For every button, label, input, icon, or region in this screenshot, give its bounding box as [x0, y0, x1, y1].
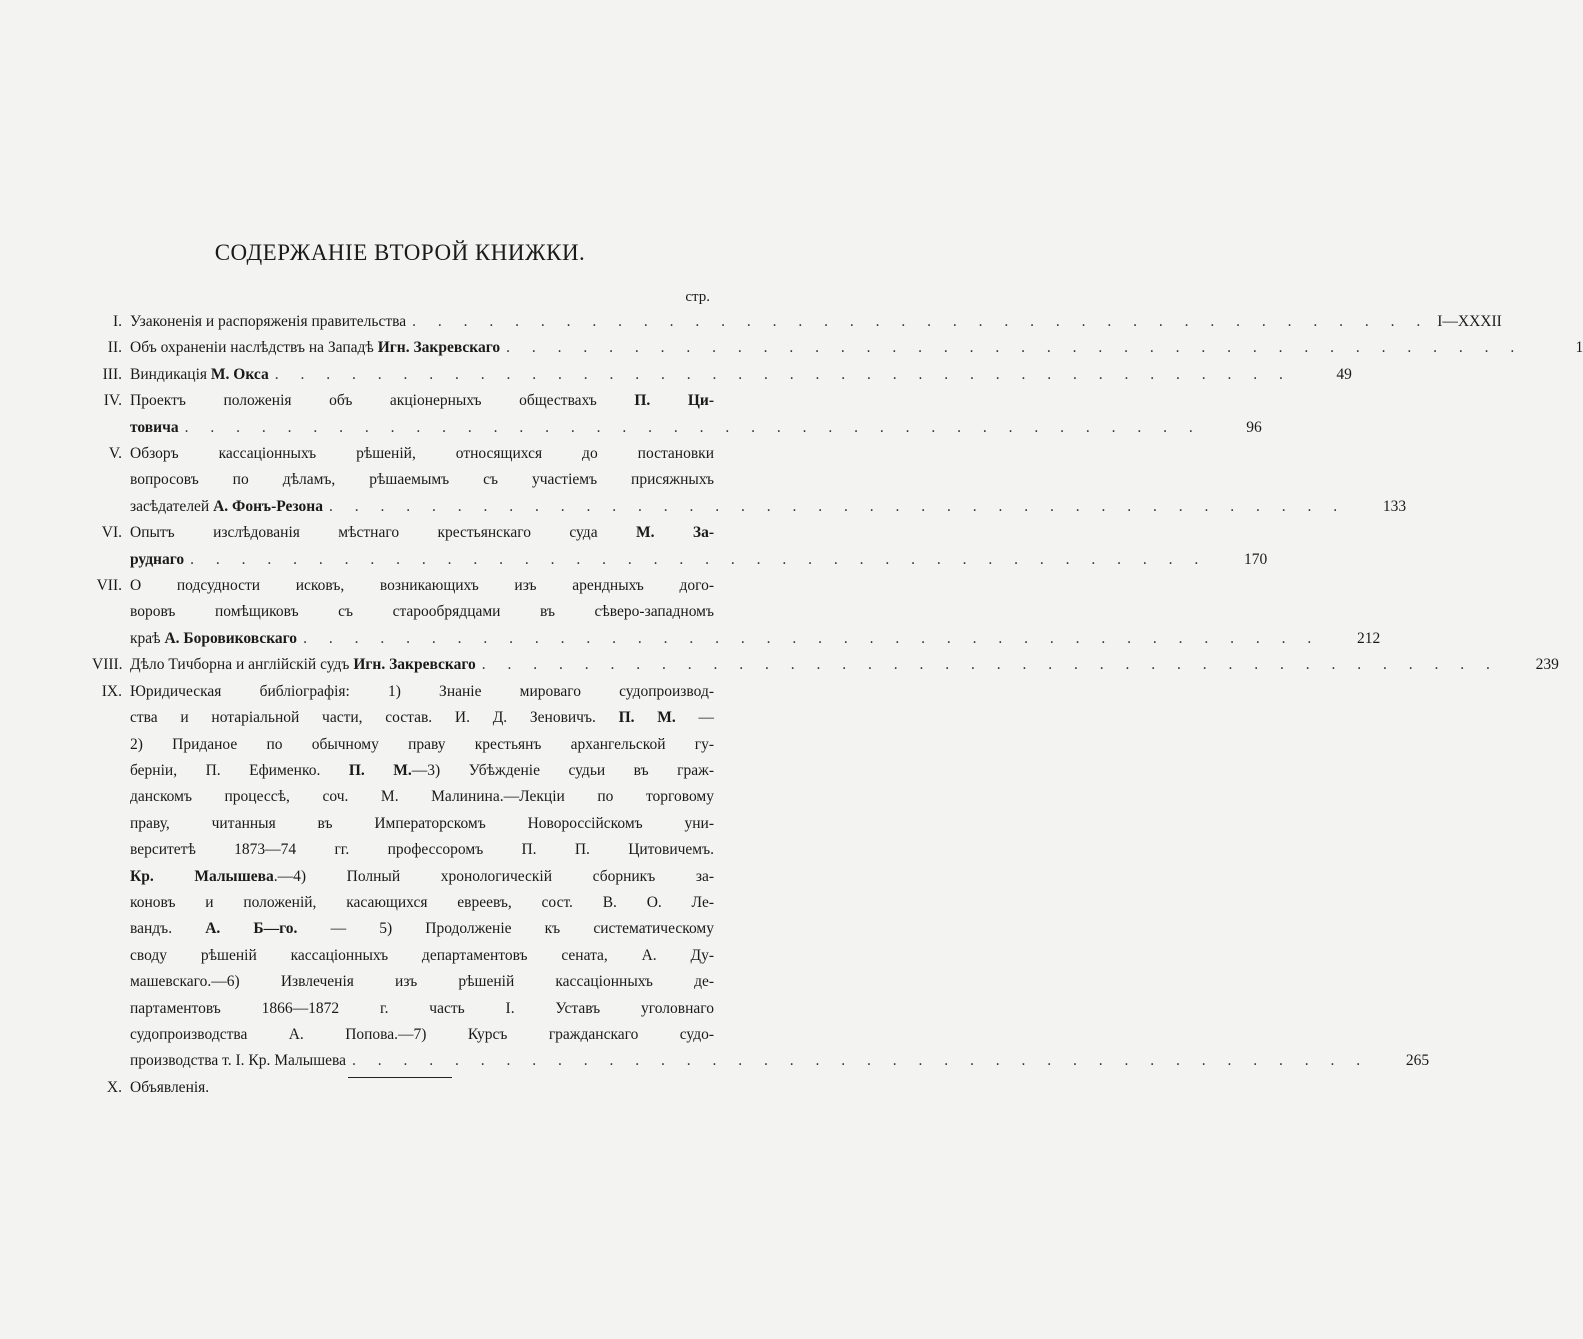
page-number: 239	[1535, 656, 1559, 674]
page-title: СОДЕРЖАНІЕ ВТОРОЙ КНИЖКИ.	[214, 240, 586, 265]
toc-entry	[100, 679, 1430, 1075]
entry-text	[130, 441, 714, 467]
toc-entry	[100, 309, 1502, 335]
entry-line	[130, 732, 714, 758]
dot-leader: . . . . . . . . . . . . . . . . . . . . . . . . . . . . . . . . . . . . . . . .	[274, 365, 1292, 383]
entry-text	[130, 415, 179, 441]
entry-text-part: вандъ.	[130, 920, 206, 938]
entry-number: VII.	[96, 577, 122, 595]
author-name: Кр. Малышева	[130, 867, 274, 885]
entry-text-part: Проектъ положенія объ акціонерныхъ обществахъ	[130, 392, 635, 410]
entry-text-part: Дѣло Тичборна и англійскій судъ	[130, 656, 354, 674]
entry-line	[130, 335, 1583, 361]
page-number: 133	[1382, 497, 1407, 515]
entry-number: V.	[108, 445, 122, 463]
entry-number: VI.	[101, 524, 122, 542]
toc-entry	[92, 652, 1559, 678]
entry-number: IX.	[101, 682, 122, 700]
entry-text	[130, 679, 714, 705]
entry-text-part: краѣ	[130, 629, 165, 647]
dot-leader: . . . . . . . . . . . . . . . . . . . . . . . . . . . . . . . . . . . . . . . .	[184, 418, 1202, 436]
dot-leader: . . . . . . . . . . . . . . . . . . . . . . . . . . . . . . . . . . . . . . . .	[412, 313, 1430, 330]
entry-line	[130, 1075, 714, 1101]
entry-text	[130, 335, 500, 361]
toc-entry	[100, 520, 1268, 573]
page-column-label: стр.	[685, 289, 710, 305]
entry-text-part: берніи, П. Ефименко.	[130, 761, 349, 779]
entry-text-part: .—4) Полный хронологическій сборникъ за-	[273, 867, 714, 885]
entry-line	[130, 679, 714, 705]
author-name: П. М.	[348, 761, 412, 779]
entry-line	[130, 811, 714, 837]
entry-text	[130, 864, 714, 890]
page-number: 1	[1575, 339, 1583, 357]
entry-text-part: производства т. I. Кр. Малышева	[130, 1052, 347, 1070]
entry-text	[130, 996, 714, 1022]
entry-text	[130, 573, 714, 599]
entry-text-part: Опытъ изслѣдованія мѣстнаго крестьянскаго суда	[130, 524, 636, 542]
entry-text	[130, 1075, 209, 1101]
entry-text-part: —	[675, 709, 715, 727]
entry-line	[130, 943, 714, 969]
entry-text-part: Объ охраненіи наслѣдствъ на Западѣ	[130, 339, 378, 357]
page-number: 212	[1356, 629, 1381, 647]
dot-leader: . . . . . . . . . . . . . . . . . . . . . . . . . . . . . . . . . . . . . . . .	[481, 656, 1499, 674]
entry-text-part: верситетѣ 1873—74 гг. профессоромъ П. П. Цитовичемъ.	[130, 841, 714, 859]
entry-text	[130, 784, 714, 810]
author-name: А. Б—го.	[205, 920, 298, 938]
entry-text-part: партаментовъ 1866—1872 г. часть I. Уставъ уголовнаго	[130, 999, 714, 1017]
entry-line	[130, 494, 1407, 520]
entry-text	[130, 705, 714, 731]
entry-line	[130, 1022, 714, 1048]
entry-text	[130, 362, 269, 388]
entry-number: I.	[112, 313, 122, 330]
page-number: 170	[1244, 550, 1268, 568]
entry-line	[130, 1048, 1430, 1074]
dot-leader: . . . . . . . . . . . . . . . . . . . . . . . . . . . . . . . . . . . . . . . .	[506, 339, 1524, 357]
entry-number: II.	[107, 339, 122, 357]
author-name: А. Боровиковскаго	[164, 629, 298, 647]
entry-text-part: Объявленія.	[130, 1078, 210, 1096]
entry-line	[130, 362, 1352, 388]
entry-text	[130, 1022, 714, 1048]
entry-text	[130, 388, 714, 414]
entry-text	[130, 652, 476, 678]
closing-rule	[348, 1077, 452, 1078]
entry-text-part: О подсудности исковъ, возникающихъ изъ арендныхъ дого-	[130, 577, 714, 595]
dot-leader: . . . . . . . . . . . . . . . . . . . . . . . . . . . . . . . . . . . . . . . .	[328, 497, 1347, 515]
author-name: Игн. Закревскаго	[377, 339, 501, 357]
page-number: I—XXXII	[1437, 313, 1502, 330]
entry-line	[130, 758, 714, 784]
entry-text	[130, 969, 714, 995]
author-name: Игн. Закревскаго	[353, 656, 476, 674]
author-name: П. Ци-	[634, 392, 714, 410]
toc-entry	[100, 1075, 714, 1101]
entry-text-part: засѣдателей	[130, 497, 214, 515]
entry-text-part: коновъ и положеній, касающихся евреевъ, сост. В. О. Ле-	[130, 893, 714, 911]
entry-text	[130, 758, 714, 784]
entry-line	[130, 599, 714, 625]
entry-line	[130, 784, 714, 810]
toc-entry	[100, 388, 1262, 441]
entry-text-part: судопроизводства А. Попова.—7) Курсъ гражданскаго судо-	[130, 1025, 714, 1043]
entry-line	[130, 388, 714, 414]
entry-text	[130, 547, 184, 573]
entry-text-part: Виндикація	[130, 365, 211, 383]
entry-text	[130, 916, 714, 942]
dot-leader: . . . . . . . . . . . . . . . . . . . . . . . . . . . . . . . . . . . . . . . .	[352, 1052, 1370, 1070]
toc-entry	[96, 573, 1381, 652]
entry-text-part: своду рѣшеній кассаціонныхъ департаментовъ сената, А. Ду-	[130, 946, 714, 964]
toc-entry	[100, 335, 1583, 361]
entry-text	[130, 890, 714, 916]
entry-text	[130, 811, 714, 837]
entry-text	[130, 1048, 346, 1074]
author-name: товича	[130, 418, 179, 436]
entry-number: IV.	[103, 392, 122, 410]
entry-text-part: данскомъ процессѣ, соч. М. Малинина.—Лекціи по торговому	[130, 788, 714, 806]
author-name: М. Окса	[210, 365, 269, 383]
entry-line	[130, 705, 714, 731]
entry-line	[130, 996, 714, 1022]
entry-text-part: Юридическая библіографія: 1) Знаніе мироваго судопроизвод-	[130, 682, 714, 700]
entry-text-part: — 5) Продолженіе къ систематическому	[297, 920, 714, 938]
entry-text-part: Обзоръ кассаціонныхъ рѣшеній, относящихся до постановки	[130, 445, 714, 463]
entry-line	[130, 916, 714, 942]
toc-entry	[100, 362, 1352, 388]
entry-line	[130, 309, 1502, 335]
entry-text	[130, 732, 714, 758]
entry-text	[130, 943, 714, 969]
entry-text-part: праву, читанныя въ Императорскомъ Новороссійскомъ уни-	[130, 814, 714, 832]
entry-text-part: воровъ помѣщиковъ съ старообрядцами въ сѣверо-западномъ	[130, 603, 714, 621]
entry-text-part: 2) Приданое по обычному праву крестьянъ архангельской гу-	[130, 735, 714, 753]
entry-number: III.	[102, 365, 122, 383]
entry-line	[130, 890, 714, 916]
entry-line	[130, 467, 714, 493]
entry-text-part: ства и нотаріальной части, состав. И. Д. Зеновичъ.	[130, 709, 619, 727]
page-number: 96	[1246, 418, 1262, 436]
entry-number: X.	[106, 1078, 122, 1096]
entry-line	[130, 969, 714, 995]
entry-line	[130, 652, 1559, 678]
entry-line	[130, 520, 714, 546]
entry-text-part: Узаконенія и распоряженія правительства	[130, 313, 407, 330]
entry-line	[130, 573, 714, 599]
entry-line	[130, 441, 714, 467]
dot-leader: . . . . . . . . . . . . . . . . . . . . . . . . . . . . . . . . . . . . . . . .	[190, 550, 1208, 568]
entry-text-part: вопросовъ по дѣламъ, рѣшаемымъ съ участіемъ присяжныхъ	[130, 471, 714, 489]
author-name: А. Фонъ-Резона	[213, 497, 323, 515]
table-of-contents	[92, 309, 1583, 1101]
entry-text	[130, 599, 714, 625]
entry-text-part: машевскаго.—6) Извлеченія изъ рѣшеній кассаціонныхъ де-	[130, 973, 714, 991]
entry-text	[130, 837, 714, 863]
dot-leader: . . . . . . . . . . . . . . . . . . . . . . . . . . . . . . . . . . . . . . . .	[303, 629, 1321, 647]
author-name: руднаго	[130, 550, 185, 568]
toc-entry	[100, 441, 1407, 520]
author-name: П. М.	[618, 709, 676, 727]
entry-text-part: —3) Убѣжденіе судьи въ граж-	[411, 761, 715, 779]
entry-text	[130, 467, 714, 493]
entry-line	[130, 837, 714, 863]
author-name: М. За-	[635, 524, 714, 542]
entry-text	[130, 309, 406, 335]
entry-text	[130, 494, 323, 520]
entry-text	[130, 520, 714, 546]
entry-line	[130, 547, 1268, 573]
entry-text	[130, 626, 297, 652]
page-number: 49	[1336, 365, 1352, 383]
entry-line	[130, 626, 1381, 652]
page-number: 265	[1405, 1052, 1430, 1070]
entry-line	[130, 864, 714, 890]
entry-number: VIII.	[92, 656, 123, 674]
entry-line	[130, 415, 1262, 441]
